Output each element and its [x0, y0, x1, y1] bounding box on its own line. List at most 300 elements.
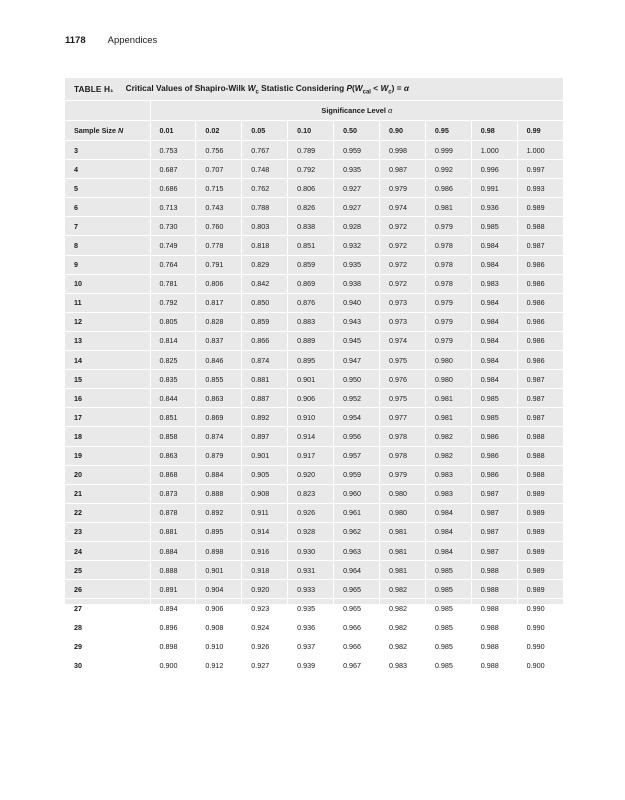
critical-value-cell: 0.978: [379, 446, 425, 465]
critical-value-cell: 0.986: [425, 179, 471, 198]
table-row: [65, 446, 563, 465]
critical-value-cell: 0.791: [196, 255, 242, 274]
critical-value-cell: 0.985: [425, 580, 471, 599]
critical-value-cell: 0.828: [196, 312, 242, 331]
alpha-header-cell: 0.99: [517, 121, 563, 141]
critical-value-cell: 0.982: [379, 599, 425, 618]
sample-size-cell: 7: [65, 217, 150, 236]
critical-value-cell: 0.891: [150, 580, 196, 599]
critical-value-cell: 0.789: [288, 141, 334, 160]
critical-value-cell: 0.781: [150, 274, 196, 293]
sample-size-cell: 19: [65, 446, 150, 465]
critical-value-cell: 0.990: [517, 618, 563, 637]
critical-value-cell: 0.997: [517, 160, 563, 179]
critical-value-cell: 0.988: [471, 580, 517, 599]
table-row: [65, 370, 563, 389]
sample-size-cell: 6: [65, 198, 150, 217]
critical-value-cell: 0.756: [196, 141, 242, 160]
critical-value-cell: 0.985: [425, 656, 471, 675]
critical-value-cell: 0.895: [196, 522, 242, 541]
critical-value-cell: 0.986: [517, 293, 563, 312]
section-title: Appendices: [107, 35, 158, 46]
critical-value-cell: 0.985: [425, 637, 471, 656]
critical-value-cell: 0.927: [334, 198, 380, 217]
critical-value-cell: 0.984: [471, 255, 517, 274]
table-row: [65, 522, 563, 541]
critical-value-cell: 0.987: [517, 408, 563, 427]
critical-value-cell: 0.996: [471, 160, 517, 179]
critical-value-cell: 0.998: [379, 141, 425, 160]
critical-value-cell: 0.896: [150, 618, 196, 637]
critical-value-cell: 0.981: [379, 561, 425, 580]
critical-value-cell: 0.990: [517, 599, 563, 618]
table-row: [65, 465, 563, 484]
critical-value-cell: 0.923: [242, 599, 288, 618]
critical-value-cell: 0.928: [334, 217, 380, 236]
critical-value-cell: 0.869: [196, 408, 242, 427]
critical-value-cell: 0.993: [517, 179, 563, 198]
critical-value-cell: 0.938: [334, 274, 380, 293]
critical-value-cell: 0.980: [379, 503, 425, 522]
critical-value-cell: 0.829: [242, 255, 288, 274]
critical-value-cell: 0.914: [242, 522, 288, 541]
critical-value-cell: 0.964: [334, 561, 380, 580]
critical-value-cell: 0.978: [425, 236, 471, 255]
critical-value-cell: 0.989: [517, 503, 563, 522]
critical-value-cell: 0.988: [471, 637, 517, 656]
critical-value-cell: 0.937: [288, 637, 334, 656]
critical-value-cell: 0.806: [288, 179, 334, 198]
critical-value-cell: 0.988: [517, 446, 563, 465]
sample-size-cell: 8: [65, 236, 150, 255]
critical-value-cell: 0.972: [379, 236, 425, 255]
table-row: [65, 408, 563, 427]
critical-value-cell: 0.952: [334, 389, 380, 408]
critical-value-cell: 0.876: [288, 293, 334, 312]
table-row: [65, 427, 563, 446]
sample-size-cell: 25: [65, 561, 150, 580]
critical-value-cell: 0.818: [242, 236, 288, 255]
critical-value-cell: 0.823: [288, 484, 334, 503]
critical-value-cell: 0.931: [288, 561, 334, 580]
table-row: [65, 255, 563, 274]
alpha-header-cell: 0.95: [425, 121, 471, 141]
critical-value-cell: 0.982: [379, 637, 425, 656]
critical-value-cell: 0.981: [379, 522, 425, 541]
critical-value-cell: 0.974: [379, 331, 425, 350]
critical-value-cell: 0.715: [196, 179, 242, 198]
critical-value-cell: 0.984: [471, 236, 517, 255]
table-title: Critical Values of Shapiro-Wilk $W_c$ Statistic Considering $P(W_{cal} < W_c) = \alpha$: [125, 82, 409, 96]
critical-value-cell: 0.965: [334, 599, 380, 618]
critical-value-cell: 0.987: [471, 503, 517, 522]
critical-value-cell: 0.930: [288, 541, 334, 560]
critical-value-cell: 0.817: [196, 293, 242, 312]
critical-value-cell: 0.792: [150, 293, 196, 312]
sample-size-cell: 12: [65, 312, 150, 331]
critical-value-cell: 0.988: [471, 561, 517, 580]
critical-value-cell: 0.976: [379, 370, 425, 389]
critical-value-cell: 0.988: [471, 656, 517, 675]
critical-value-cell: 0.961: [334, 503, 380, 522]
critical-value-cell: 0.983: [379, 656, 425, 675]
critical-value-cell: 0.894: [150, 599, 196, 618]
critical-value-cell: 0.966: [334, 637, 380, 656]
table-row: [65, 580, 563, 599]
critical-value-cell: 0.898: [150, 637, 196, 656]
critical-value-cell: 0.984: [471, 293, 517, 312]
critical-value-cell: 0.980: [425, 351, 471, 370]
critical-value-cell: 0.892: [196, 503, 242, 522]
critical-value-cell: 0.805: [150, 312, 196, 331]
critical-value-cell: 0.972: [379, 217, 425, 236]
critical-value-cell: 0.979: [425, 312, 471, 331]
critical-value-cell: 0.851: [288, 236, 334, 255]
critical-value-cell: 0.908: [196, 618, 242, 637]
critical-value-cell: 0.814: [150, 331, 196, 350]
critical-value-cell: 0.910: [196, 637, 242, 656]
sample-size-cell: 21: [65, 484, 150, 503]
critical-value-cell: 0.987: [379, 160, 425, 179]
critical-value-cell: 0.986: [471, 427, 517, 446]
sample-size-cell: 18: [65, 427, 150, 446]
critical-value-cell: 0.973: [379, 312, 425, 331]
alpha-header-cell: 0.10: [288, 121, 334, 141]
critical-value-cell: 0.713: [150, 198, 196, 217]
alpha-header-cell: 0.05: [242, 121, 288, 141]
critical-value-cell: 0.917: [288, 446, 334, 465]
critical-value-cell: 0.932: [334, 236, 380, 255]
critical-value-cell: 0.936: [288, 618, 334, 637]
sample-size-cell: 29: [65, 637, 150, 656]
critical-value-cell: 0.912: [196, 656, 242, 675]
table-row: [65, 274, 563, 293]
critical-value-cell: 0.764: [150, 255, 196, 274]
page-number: 1178: [65, 35, 86, 46]
critical-value-cell: 0.985: [425, 599, 471, 618]
critical-value-cell: 0.980: [425, 370, 471, 389]
critical-value-cell: 0.986: [517, 351, 563, 370]
critical-value-cell: 0.788: [242, 198, 288, 217]
critical-values-table: [65, 78, 563, 671]
sample-size-cell: 24: [65, 541, 150, 560]
critical-value-cell: 0.984: [425, 541, 471, 560]
critical-value-cell: 0.888: [196, 484, 242, 503]
critical-value-cell: 0.981: [425, 408, 471, 427]
critical-value-cell: 0.954: [334, 408, 380, 427]
critical-value-cell: 0.982: [379, 580, 425, 599]
critical-value-cell: 0.874: [196, 427, 242, 446]
critical-value-cell: 0.743: [196, 198, 242, 217]
critical-value-cell: 0.990: [517, 637, 563, 656]
critical-value-cell: 0.933: [288, 580, 334, 599]
critical-value-cell: 0.926: [242, 637, 288, 656]
critical-value-cell: 0.975: [379, 351, 425, 370]
critical-value-cell: 0.749: [150, 236, 196, 255]
critical-value-cell: 0.901: [242, 446, 288, 465]
critical-value-cell: 0.906: [196, 599, 242, 618]
critical-value-cell: 0.988: [517, 465, 563, 484]
critical-value-cell: 0.980: [379, 484, 425, 503]
sample-size-cell: 10: [65, 274, 150, 293]
critical-value-cell: 0.989: [517, 541, 563, 560]
sample-size-cell: 3: [65, 141, 150, 160]
alpha-header-cell: 0.01: [150, 121, 196, 141]
critical-value-cell: 0.962: [334, 522, 380, 541]
critical-value-cell: 0.874: [242, 351, 288, 370]
critical-value-cell: 0.846: [196, 351, 242, 370]
table-row: [65, 293, 563, 312]
critical-value-cell: 0.966: [334, 618, 380, 637]
alpha-header-cell: 0.02: [196, 121, 242, 141]
critical-value-cell: 0.895: [288, 351, 334, 370]
critical-value-cell: 0.863: [196, 389, 242, 408]
sample-size-cell: 14: [65, 351, 150, 370]
critical-value-cell: 0.983: [425, 465, 471, 484]
critical-value-cell: 0.984: [471, 351, 517, 370]
critical-value-cell: 0.803: [242, 217, 288, 236]
critical-value-cell: 0.878: [150, 503, 196, 522]
critical-value-cell: 0.967: [334, 656, 380, 675]
critical-value-cell: 0.707: [196, 160, 242, 179]
critical-value-cell: 0.863: [150, 446, 196, 465]
sample-size-cell: 23: [65, 522, 150, 541]
table-row: [65, 236, 563, 255]
critical-value-cell: 0.984: [471, 331, 517, 350]
critical-value-cell: 0.985: [425, 561, 471, 580]
critical-value-cell: 0.887: [242, 389, 288, 408]
critical-value-cell: 0.984: [425, 503, 471, 522]
critical-value-cell: 0.979: [379, 465, 425, 484]
critical-value-cell: 0.987: [517, 236, 563, 255]
critical-value-cell: 0.985: [471, 408, 517, 427]
critical-value-cell: 0.906: [288, 389, 334, 408]
critical-value-cell: 0.960: [334, 484, 380, 503]
alpha-header-cell: 0.90: [379, 121, 425, 141]
table-row: [65, 618, 563, 637]
critical-value-cell: 0.825: [150, 351, 196, 370]
sample-size-cell: 9: [65, 255, 150, 274]
critical-value-cell: 0.987: [471, 484, 517, 503]
critical-value-cell: 1.000: [517, 141, 563, 160]
significance-level-header: Significance Level α: [150, 101, 563, 121]
critical-value-cell: 0.992: [425, 160, 471, 179]
critical-value-cell: 0.985: [471, 217, 517, 236]
critical-value-cell: 0.959: [334, 465, 380, 484]
critical-value-cell: 0.760: [196, 217, 242, 236]
critical-value-cell: 0.945: [334, 331, 380, 350]
critical-value-cell: 0.904: [196, 580, 242, 599]
sample-size-cell: 22: [65, 503, 150, 522]
alpha-header-row: [65, 121, 563, 141]
critical-value-cell: 0.985: [471, 389, 517, 408]
sample-size-cell: 26: [65, 580, 150, 599]
critical-value-cell: 0.986: [517, 255, 563, 274]
critical-value-cell: 0.978: [425, 255, 471, 274]
alpha-header-cell: 0.98: [471, 121, 517, 141]
critical-value-cell: 0.999: [425, 141, 471, 160]
sample-size-cell: 16: [65, 389, 150, 408]
critical-value-cell: 0.989: [517, 580, 563, 599]
critical-value-cell: 0.943: [334, 312, 380, 331]
running-head: [65, 35, 157, 46]
table-body: [65, 141, 563, 676]
table-row: [65, 541, 563, 560]
critical-value-cell: 0.730: [150, 217, 196, 236]
sample-size-cell: 28: [65, 618, 150, 637]
critical-value-cell: 0.686: [150, 179, 196, 198]
header-blank-cell: [65, 101, 150, 121]
critical-value-cell: 0.987: [471, 541, 517, 560]
critical-value-cell: 0.975: [379, 389, 425, 408]
critical-value-cell: 0.989: [517, 561, 563, 580]
critical-value-cell: 0.920: [242, 580, 288, 599]
critical-value-cell: 0.838: [288, 217, 334, 236]
critical-value-cell: 0.884: [196, 465, 242, 484]
critical-value-cell: 0.850: [242, 293, 288, 312]
critical-value-cell: 0.901: [196, 561, 242, 580]
table-row: [65, 179, 563, 198]
critical-value-cell: 0.792: [288, 160, 334, 179]
critical-value-cell: 0.987: [471, 522, 517, 541]
critical-value-cell: 0.988: [517, 427, 563, 446]
critical-value-cell: 0.983: [425, 484, 471, 503]
critical-value-cell: 0.873: [150, 484, 196, 503]
critical-value-cell: 0.963: [334, 541, 380, 560]
critical-value-cell: 0.837: [196, 331, 242, 350]
critical-value-cell: 0.989: [517, 198, 563, 217]
table-row: [65, 561, 563, 580]
critical-value-cell: 0.986: [517, 274, 563, 293]
critical-value-cell: 0.978: [425, 274, 471, 293]
critical-value-cell: 0.935: [288, 599, 334, 618]
table-row: [65, 198, 563, 217]
critical-value-cell: 0.988: [471, 618, 517, 637]
critical-value-cell: 0.869: [288, 274, 334, 293]
critical-value-cell: 0.982: [425, 427, 471, 446]
critical-value-cell: 0.881: [150, 522, 196, 541]
critical-value-cell: 0.981: [425, 198, 471, 217]
critical-value-cell: 0.959: [334, 141, 380, 160]
critical-value-cell: 0.910: [288, 408, 334, 427]
significance-header-row: [65, 101, 563, 121]
table-row: [65, 484, 563, 503]
table-row: [65, 160, 563, 179]
critical-value-cell: 0.918: [242, 561, 288, 580]
critical-value-cell: 0.928: [288, 522, 334, 541]
table-row: [65, 217, 563, 236]
table-caption: [65, 78, 563, 101]
critical-value-cell: 0.914: [288, 427, 334, 446]
critical-value-cell: 0.973: [379, 293, 425, 312]
critical-value-cell: 0.889: [288, 331, 334, 350]
critical-value-cell: 0.926: [288, 503, 334, 522]
sample-size-cell: 20: [65, 465, 150, 484]
critical-value-cell: 0.981: [425, 389, 471, 408]
critical-value-cell: 0.911: [242, 503, 288, 522]
sample-size-cell: 30: [65, 656, 150, 675]
critical-value-cell: 0.901: [288, 370, 334, 389]
critical-value-cell: 0.935: [334, 160, 380, 179]
critical-value-cell: 0.844: [150, 389, 196, 408]
critical-value-cell: 0.778: [196, 236, 242, 255]
table-row: [65, 351, 563, 370]
critical-value-cell: 0.687: [150, 160, 196, 179]
critical-value-cell: 0.900: [150, 656, 196, 675]
critical-value-cell: 0.900: [517, 656, 563, 675]
critical-value-cell: 0.936: [471, 198, 517, 217]
table-row: [65, 637, 563, 656]
critical-value-cell: 0.983: [471, 274, 517, 293]
critical-value-cell: 0.927: [242, 656, 288, 675]
table-row: [65, 141, 563, 160]
critical-value-cell: 0.978: [379, 427, 425, 446]
critical-value-cell: 0.898: [196, 541, 242, 560]
critical-value-cell: 0.988: [471, 599, 517, 618]
critical-value-cell: 0.767: [242, 141, 288, 160]
critical-value-cell: 0.979: [425, 331, 471, 350]
critical-value-cell: 0.988: [517, 217, 563, 236]
critical-value-cell: 0.979: [379, 179, 425, 198]
sample-size-cell: 11: [65, 293, 150, 312]
critical-value-cell: 0.972: [379, 255, 425, 274]
alpha-header-cell: 0.50: [334, 121, 380, 141]
critical-value-cell: 0.897: [242, 427, 288, 446]
critical-value-cell: 0.855: [196, 370, 242, 389]
critical-value-cell: 0.835: [150, 370, 196, 389]
critical-value-cell: 0.986: [517, 312, 563, 331]
critical-value-cell: 0.940: [334, 293, 380, 312]
table-row: [65, 312, 563, 331]
values-grid: [65, 101, 563, 676]
critical-value-cell: 0.986: [517, 331, 563, 350]
critical-value-cell: 0.806: [196, 274, 242, 293]
critical-value-cell: 0.748: [242, 160, 288, 179]
critical-value-cell: 0.892: [242, 408, 288, 427]
critical-value-cell: 0.883: [288, 312, 334, 331]
critical-value-cell: 0.924: [242, 618, 288, 637]
critical-value-cell: 0.984: [471, 370, 517, 389]
table-label: TABLE H₁: [74, 84, 114, 94]
critical-value-cell: 0.979: [425, 293, 471, 312]
critical-value-cell: 0.858: [150, 427, 196, 446]
critical-value-cell: 0.916: [242, 541, 288, 560]
critical-value-cell: 0.965: [334, 580, 380, 599]
critical-value-cell: 0.884: [150, 541, 196, 560]
critical-value-cell: 0.859: [288, 255, 334, 274]
critical-value-cell: 0.905: [242, 465, 288, 484]
critical-value-cell: 0.753: [150, 141, 196, 160]
sample-size-cell: 17: [65, 408, 150, 427]
critical-value-cell: 0.879: [196, 446, 242, 465]
critical-value-cell: 0.950: [334, 370, 380, 389]
critical-value-cell: 0.984: [425, 522, 471, 541]
table-row: [65, 599, 563, 618]
critical-value-cell: 0.972: [379, 274, 425, 293]
table-row: [65, 389, 563, 408]
critical-value-cell: 0.851: [150, 408, 196, 427]
critical-value-cell: 0.939: [288, 656, 334, 675]
critical-value-cell: 0.762: [242, 179, 288, 198]
critical-value-cell: 0.866: [242, 331, 288, 350]
sample-size-cell: 27: [65, 599, 150, 618]
critical-value-cell: 0.888: [150, 561, 196, 580]
table-row: [65, 331, 563, 350]
critical-value-cell: 0.947: [334, 351, 380, 370]
critical-value-cell: 0.989: [517, 484, 563, 503]
critical-value-cell: 0.908: [242, 484, 288, 503]
critical-value-cell: 0.977: [379, 408, 425, 427]
